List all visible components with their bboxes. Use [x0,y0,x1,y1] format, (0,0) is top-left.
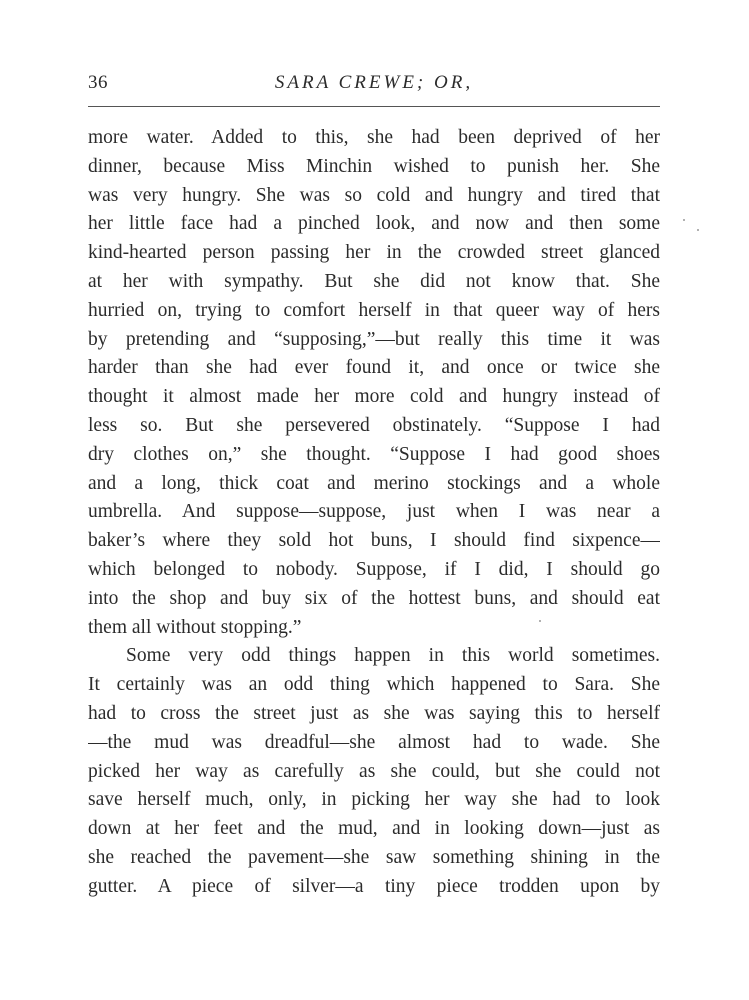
scan-speck [539,620,541,622]
text-line: she reached the pavement—she saw something shining in the [88,846,660,868]
text-line: picked her way as carefully as she could, but she could not [88,760,660,782]
text-line: hurried on, trying to comfort herself in that queer way of hers [88,299,660,321]
text-line: her little face had a pinched look, and now and then some [88,213,660,235]
scan-speck [697,229,699,231]
text-line: into the shop and buy six of the hottest buns, and should eat [88,587,660,609]
text-line: save herself much, only, in picking her way she had to look [88,789,660,811]
running-title: SARA CREWE; OR, [274,72,474,93]
paragraph [88,642,660,901]
text-line: —the mud was dreadful—she almost had to wade. She [88,731,660,753]
body-text [88,124,660,902]
text-line: kind-hearted person passing her in the crowded street glanced [88,242,660,264]
text-line: and a long, thick coat and merino stockings and a whole [88,472,660,494]
running-head [88,72,660,102]
text-line: had to cross the street just as she was saying this to herself [88,702,660,724]
text-line: harder than she had ever found it, and once or twice she [88,357,660,379]
text-line: gutter. A piece of silver—a tiny piece trodden upon by [88,875,660,897]
text-line: down at her feet and the mud, and in looking down—just as [88,818,660,840]
header-rule [88,106,660,107]
paragraph [88,124,660,642]
text-line: by pretending and “supposing,”—but really this time it was [88,328,660,350]
text-line: which belonged to nobody. Suppose, if I did, I should go [88,558,660,580]
text-line: baker’s where they sold hot buns, I should find sixpence— [88,530,660,552]
page-number: 36 [88,72,108,93]
text-line: less so. But she persevered obstinately. “Suppose I had [88,414,660,436]
text-line: dry clothes on,” she thought. “Suppose I had good shoes [88,443,660,465]
text-line: Some very odd things happen in this world sometimes. [126,645,660,667]
text-line: them all without stopping.” [88,616,302,638]
text-line: more water. Added to this, she had been deprived of her [88,127,660,148]
text-line: at her with sympathy. But she did not know that. She [88,270,660,292]
text-line: thought it almost made her more cold and hungry instead of [88,386,660,408]
text-line: was very hungry. She was so cold and hungry and tired that [88,184,660,206]
text-line: It certainly was an odd thing which happened to Sara. She [88,674,660,696]
text-line: umbrella. And suppose—suppose, just when I was near a [88,501,660,523]
scan-speck [683,219,685,221]
text-line: dinner, because Miss Minchin wished to punish her. She [88,155,660,177]
